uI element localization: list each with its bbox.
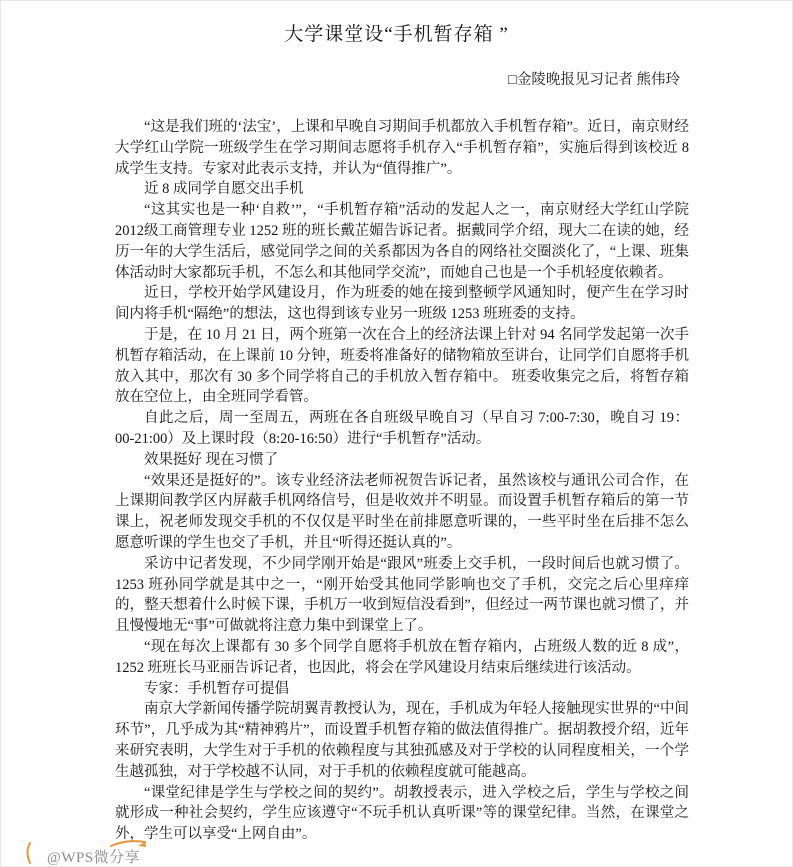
paragraph: 采访中记者发现，不少同学刚开始是“跟风”班委上交手机，一段时间后也就习惯了。1253 班孙同学就是其中之一，“刚开始受其他同学影响也交了手机，交完之后心里痒痒的，整天想着什么时候下课，手机万一收到短信没看到”，但经过一两节课也就习惯了，并且慢慢地无“事”可做就将注意力集中到课堂上了。 (115, 555, 689, 635)
paragraph: “现在每次上课都有 30 多个同学自愿将手机放在暂存箱内，占班级人数的近 8 成”，1252 班班长马亚丽告诉记者，也因此，将会在学风建设月结束后继续进行该活动。 (115, 638, 689, 676)
paragraph: “这是我们班的‘法宝’，上课和早晚自习期间手机都放入手机暂存箱”。近日，南京财经大学红山学院一班级学生在学习期间志愿将手机存入“手机暂存箱”，实施后得到该校近 8 成学生支持。专家对此表示支持，并认为“值得推广”。 (115, 119, 689, 177)
watermark-text: @WPS微分享 (47, 850, 141, 866)
paragraph: 南京大学新闻传播学院胡翼青教授认为，现在，手机成为年轻人接触现实世界的“中间环节”，几乎成为其“精神鸦片”，而设置手机暂存箱的做法值得推广。据胡教授介绍，近年来研究表明，大学生对于手机的依赖程度与其独孤感及对于学校的认同程度相关，一个学生越孤独，对于学校越不认同，对于手机的依赖程度就可能越高。 (115, 701, 689, 780)
wps-watermark (23, 839, 140, 867)
section-subhead: 专家：手机暂存可提倡 (144, 680, 289, 697)
paragraph: 于是，在 10 月 21 日，两个班第一次在合上的经济法课上针对 94 名同学发起第一次手机暂存箱活动，在上课前 10 分钟，班委将准备好的储物箱放至讲台，让同学们自愿将手机放入其中，那次有 30 多个同学将自己的手机放入暂存箱中。 班委收集完之后，将暂存箱放在空位上，由全班同学看管。 (115, 326, 689, 406)
section-subhead: 近 8 成同学自愿交出手机 (144, 181, 304, 198)
article-title: 大学课堂设“手机暂存箱 ” (284, 24, 509, 45)
paragraph: “课堂纪律是学生与学校之间的契约”。胡教授表示，进入学校之后，学生与学校之间就形成一种社会契约，学生应该遵守“不玩手机认真听课”等的课堂纪律。当然，在课堂之外，学生可以享受“上网自由”。 (115, 784, 689, 843)
article-body (115, 117, 689, 845)
section-subhead: 效果挺好 现在习惯了 (144, 451, 279, 468)
paragraph: 自此之后，周一至周五，两班在各自班级早晚自习（早自习 7:00-7:30，晚自习 19：00-21:00）及上课时段（8:20-16:50）进行“手机暂存”活动。 (115, 410, 689, 447)
paragraph: “这其实也是一种‘自救’”，“手机暂存箱”活动的发起人之一，南京财经大学红山学院2012级工商管理专业 1252 班的班长戴芷媚告诉记者。据戴同学介绍，现大二在读的她，经历一年的大学生活后，感觉同学之间的关系都因为各自的网络社交圈淡化了，“上课、班集体活动时大家都玩手机，不怎么和其他同学交流”，而她自己也是一个手机轻度依赖者。 (115, 202, 689, 281)
paragraph: 近日，学校开始学风建设月，作为班委的她在接到整顿学风通知时，便产生在学习时间内将手机“隔绝”的想法，这也得到该专业另一班级 1253 班班委的支持。 (115, 285, 689, 323)
article-byline: □金陵晚报见习记者 熊伟玲 (508, 72, 680, 88)
paragraph: “效果还是挺好的”。该专业经济法老师祝贺告诉记者，虽然该校与通讯公司合作，在上课期间教学区内屏蔽手机网络信号，但是收效并不明显。而设置手机暂存箱后的第一节课上，祝老师发现交手机的不仅仅是平时坐在前排愿意听课的，一些平时坐在后排不怎么愿意听课的学生也交了手机，并且“听得还挺认真的”。 (115, 472, 689, 551)
